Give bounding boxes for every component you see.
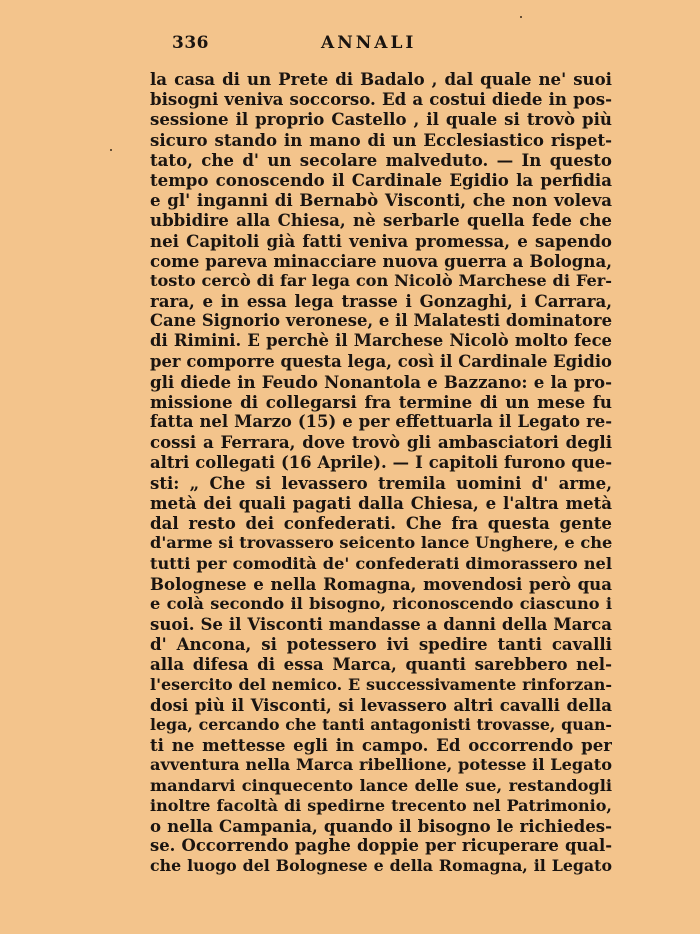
text-line: suoi. Se il Visconti mandasse a danni della Marca	[150, 614, 612, 635]
body-text	[150, 69, 612, 877]
text-line: mandarvi cinquecento lance delle sue, restandogli	[150, 775, 612, 795]
text-line: sti: „ Che si levassero tremila uomini d' arme,	[150, 472, 612, 493]
text-line: tosto cercò di far lega con Nicolò Marchese di Fer-	[150, 270, 612, 290]
text-line: dosi più il Visconti, si levassero altri cavalli della	[150, 694, 612, 715]
text-line: Cane Signorio veronese, e il Malatesti dominatore	[150, 311, 612, 331]
text-line: avventura nella Marca ribellione, potesse il Legato	[150, 755, 612, 775]
text-line: rara, e in essa lega trasse i Gonzaghi, i Carrara,	[150, 291, 612, 312]
text-line: missione di collegarsi fra termine di un mese fu	[150, 392, 612, 412]
text-line: sessione il proprio Castello , il quale si trovò più	[150, 109, 612, 130]
text-line: l'esercito del nemico. E successivamente rinforzan-	[150, 674, 612, 694]
text-line: d' Ancona, si potessero ivi spedire tanti cavalli	[150, 634, 612, 655]
text-line: di Rimini. E perchè il Marchese Nicolò molto fece	[150, 331, 612, 351]
text-line: se. Occorrendo paghe doppie per ricuperare qual-	[150, 836, 612, 856]
text-line: che luogo del Bolognese e della Romagna, il Legato	[150, 856, 612, 876]
text-line: inoltre facoltà di spedirne trecento nel Patrimonio,	[150, 795, 612, 815]
print-speck	[520, 16, 522, 18]
text-line: Bolognese e nella Romagna, movendosi però qua	[150, 573, 612, 594]
page-number: 336	[172, 33, 209, 53]
text-line: tato, che d' un secolare malveduto. — In questo	[150, 149, 612, 170]
text-line: metà dei quali pagati dalla Chiesa, e l'altra metà	[150, 492, 612, 513]
text-line: d'arme si trovassero seicento lance Unghere, e che	[150, 533, 612, 553]
text-line: e gl' inganni di Bernabò Visconti, che non voleva	[150, 190, 612, 211]
text-line: cossi a Ferrara, dove trovò gli ambasciatori degli	[150, 432, 612, 453]
text-line: alla difesa di essa Marca, quanti sarebbero nel-	[150, 654, 612, 675]
text-line: la casa di un Prete di Badalo , dal quale ne' suoi	[150, 69, 612, 89]
text-line: come pareva minacciare nuova guerra a Bologna,	[150, 250, 612, 271]
text-line: ti ne mettesse egli in campo. Ed occorrendo per	[150, 735, 612, 756]
text-line: e colà secondo il bisogno, riconoscendo ciascuno i	[150, 593, 612, 613]
text-line: sicuro stando in mano di un Ecclesiastico rispet-	[150, 129, 612, 150]
text-line: fatta nel Marzo (15) e per effettuarla il Legato re-	[150, 412, 612, 432]
text-line: tempo conoscendo il Cardinale Egidio la perfidia	[150, 169, 612, 190]
text-line: altri collegati (16 Aprile). — I capitoli furono que-	[150, 452, 612, 472]
text-line: tutti per comodità de' confederati dimorassero nel	[150, 553, 612, 573]
text-line: gli diede in Feudo Nonantola e Bazzano: e la pro-	[150, 371, 612, 392]
print-speck	[110, 149, 112, 151]
text-line: ubbidire alla Chiesa, nè serbarle quella fede che	[150, 210, 612, 231]
text-line: dal resto dei confederati. Che fra questa gente	[150, 513, 612, 534]
running-head: ANNALI	[321, 33, 417, 53]
text-line: lega, cercando che tanti antagonisti trovasse, quan-	[150, 715, 612, 734]
text-line: bisogni veniva soccorso. Ed a costui diede in pos-	[150, 89, 612, 110]
text-line: nei Capitoli già fatti veniva promessa, e sapendo	[150, 230, 612, 251]
text-line: o nella Campania, quando il bisogno le richiedes-	[150, 815, 612, 836]
text-line: per comporre questa lega, così il Cardinale Egidio	[150, 351, 612, 371]
